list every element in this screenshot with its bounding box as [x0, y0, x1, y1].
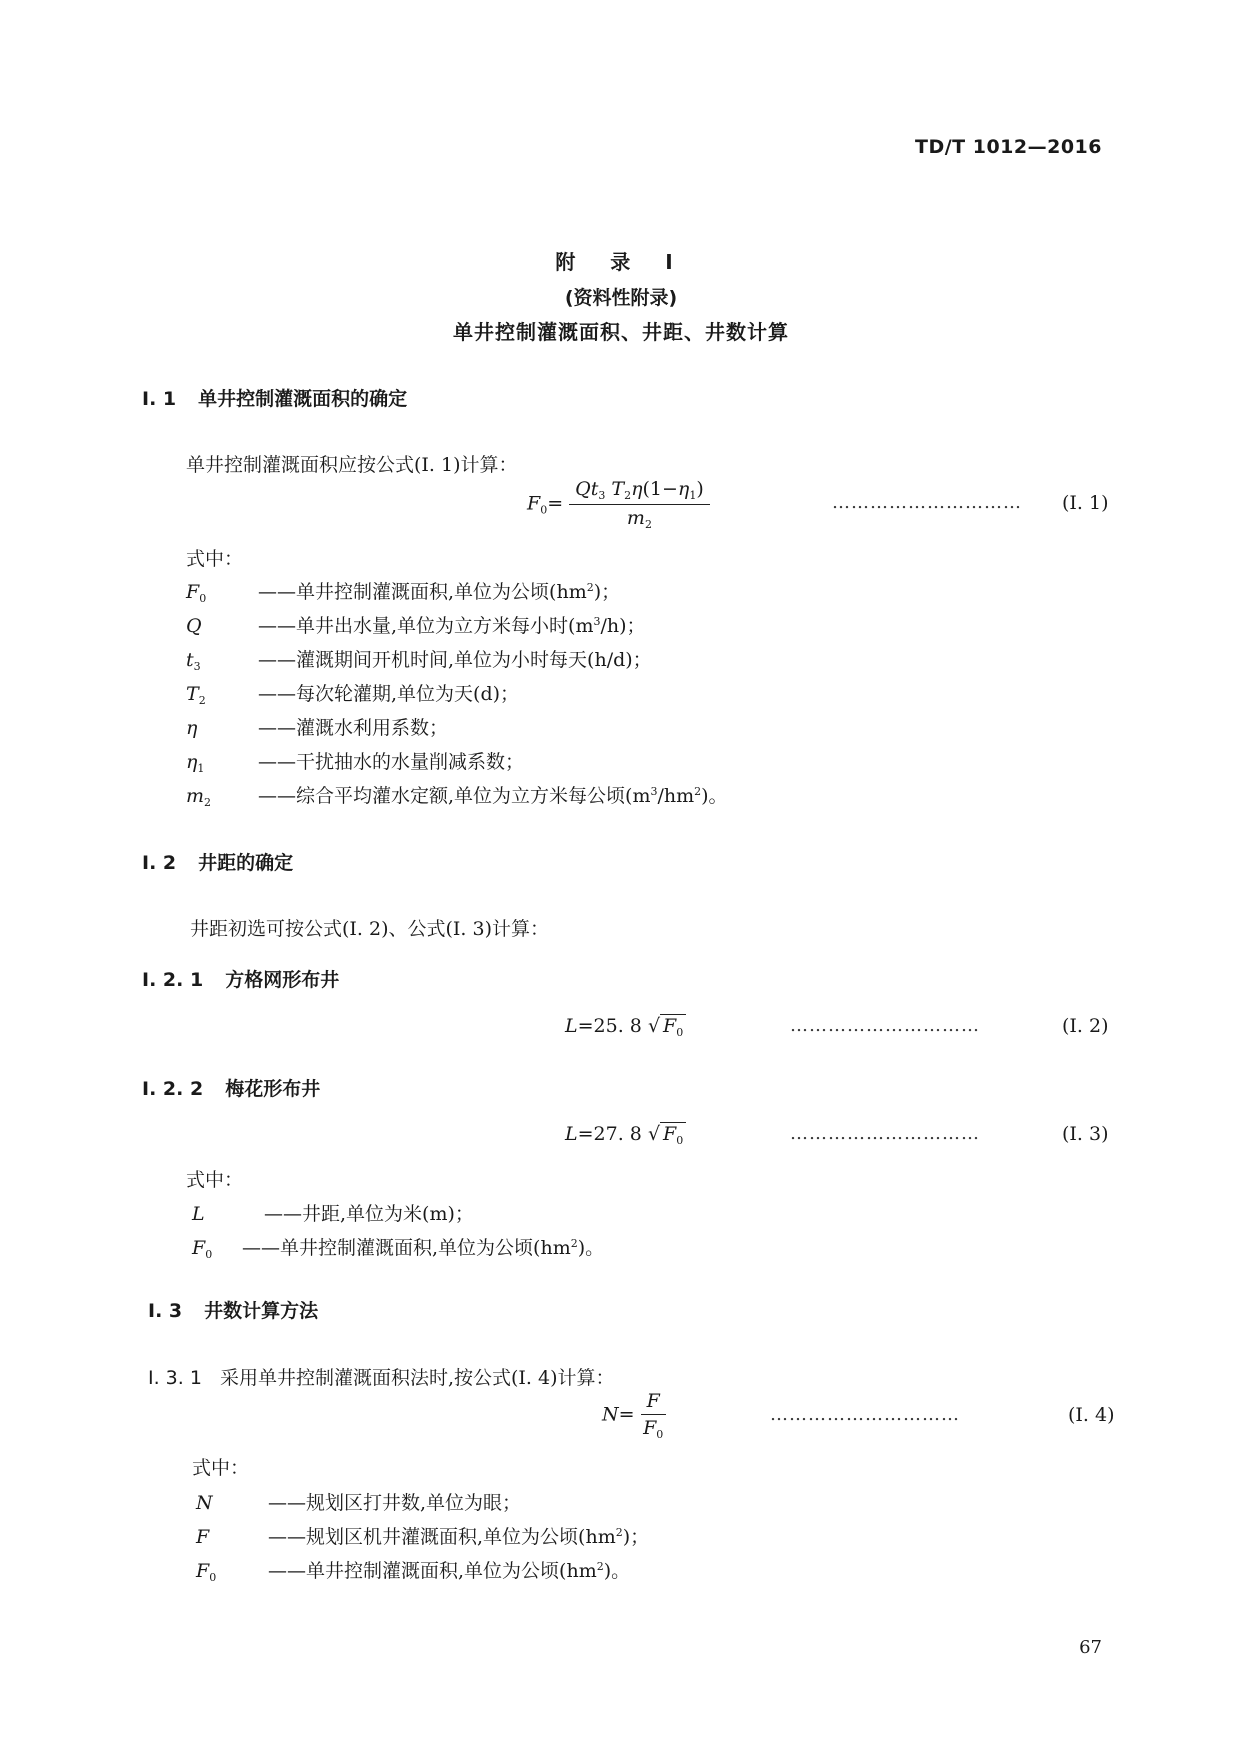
- formula-symbol: N: [196, 1492, 213, 1514]
- superscript: 2: [596, 1560, 604, 1573]
- formula-coefficient: =25. 8: [577, 1015, 642, 1037]
- formula-i1: [527, 478, 710, 531]
- definition-text: )；: [593, 581, 621, 603]
- section-number: I. 1: [142, 388, 177, 410]
- definition-text: )。: [701, 785, 728, 807]
- formula-symbol: t: [186, 649, 194, 671]
- definition-item: [192, 1233, 604, 1261]
- definition-text: ——灌溉期间开机时间,单位为小时每天(h/d)；: [258, 649, 652, 671]
- definition-item: [186, 713, 448, 740]
- fraction-denominator: [569, 505, 710, 531]
- definition-text: ——干扰抽水的水量削减系数；: [258, 751, 525, 773]
- definition-text: /h)；: [600, 615, 646, 637]
- formula-subscript: 3: [193, 660, 201, 673]
- fraction-numerator: [641, 1390, 666, 1415]
- formula-symbol: m: [626, 507, 645, 529]
- formula-symbol: η: [631, 478, 643, 500]
- formula-subscript: 2: [198, 694, 206, 707]
- where-label: 式中：: [186, 548, 244, 570]
- appendix-type: (资料性附录): [564, 287, 678, 309]
- formula-i2: [565, 1015, 686, 1039]
- formula-symbol: L: [192, 1203, 205, 1225]
- appendix-title: 附 录 I: [555, 250, 687, 274]
- definition-item: [186, 747, 524, 775]
- equation-number: (I. 1): [1062, 492, 1109, 514]
- equation-number: (I. 4): [1068, 1404, 1115, 1426]
- definition-item: [186, 611, 646, 638]
- equation-number: (I. 2): [1062, 1015, 1109, 1037]
- definition-item: [196, 1488, 521, 1515]
- formula-i4: [602, 1390, 666, 1441]
- formula-subscript: 0: [209, 1571, 217, 1584]
- formula-symbol: F: [663, 1123, 677, 1145]
- definition-text: ——井距,单位为米(m)；: [264, 1203, 474, 1225]
- formula-operator: ): [696, 478, 704, 500]
- section-title: 井距的确定: [198, 852, 294, 874]
- section-heading-i1: [142, 384, 407, 411]
- definition-text: )；: [622, 1526, 650, 1548]
- subsection-heading-i31: [148, 1363, 615, 1390]
- formula-subscript: 2: [624, 489, 632, 502]
- leader-dots: …………………………: [770, 1404, 960, 1425]
- definition-text: ——单井出水量,单位为立方米每小时(m: [258, 615, 594, 637]
- paragraph: 单井控制灌溉面积应按公式(I. 1)计算：: [186, 454, 518, 476]
- subsection-heading-i21: [142, 965, 339, 992]
- definition-text: ——单井控制灌溉面积,单位为公顷(hm: [242, 1237, 571, 1259]
- formula-symbol: F: [527, 492, 541, 515]
- definition-text: ——灌溉水利用系数；: [258, 717, 449, 739]
- formula-symbol: F: [646, 1390, 660, 1412]
- section-title: 单井控制灌溉面积的确定: [198, 388, 408, 410]
- formula-subscript: 2: [644, 518, 652, 531]
- definition-text: ——单井控制灌溉面积,单位为公顷(hm: [258, 581, 587, 603]
- formula-symbol: η: [186, 717, 198, 739]
- superscript: 2: [586, 581, 594, 594]
- formula-operator: =: [618, 1403, 635, 1426]
- superscript: 2: [694, 785, 702, 798]
- formula-symbol: F: [663, 1015, 677, 1037]
- leader-dots: …………………………: [832, 492, 1022, 513]
- definition-text: /hm: [657, 785, 695, 807]
- formula-subscript: 1: [197, 762, 205, 775]
- formula-i3: [565, 1123, 686, 1147]
- superscript: 3: [650, 785, 658, 798]
- formula-subscript: 1: [689, 489, 697, 502]
- square-root: √ $F_0$: [648, 1015, 686, 1039]
- square-root: √ $F_0$: [648, 1123, 686, 1147]
- formula-subscript: 0: [676, 1134, 684, 1147]
- definition-text: ——每次轮灌期,单位为天(d)；: [258, 683, 520, 705]
- fraction-numerator: [569, 478, 710, 505]
- section-title: 方格网形布井: [225, 969, 340, 991]
- formula-symbol: L: [565, 1123, 578, 1145]
- formula-symbol: F: [196, 1526, 210, 1548]
- formula-symbol: F: [196, 1560, 210, 1582]
- section-number: I. 2. 2: [142, 1078, 204, 1100]
- definition-text: )。: [603, 1560, 631, 1582]
- formula-symbol: F: [643, 1417, 657, 1439]
- definition-item: [186, 577, 620, 605]
- formula-subscript: 2: [204, 796, 212, 809]
- page-number: 67: [1079, 1637, 1102, 1658]
- definition-item: [186, 781, 728, 809]
- formula-symbol: T: [186, 683, 199, 705]
- formula-symbol: F: [192, 1237, 206, 1259]
- section-title: 采用单井控制灌溉面积法时,按公式(I. 4)计算：: [219, 1367, 615, 1389]
- superscript: 2: [570, 1237, 578, 1250]
- subsection-heading-i22: [142, 1074, 320, 1101]
- section-title: 梅花形布井: [225, 1078, 321, 1100]
- formula-symbol: F: [186, 581, 200, 603]
- section-heading-i3: [148, 1296, 318, 1323]
- definition-text: ——综合平均灌水定额,单位为立方米每公顷(m: [258, 785, 651, 807]
- appendix-name: 单井控制灌溉面积、井距、井数计算: [453, 320, 789, 344]
- fraction: [569, 478, 710, 531]
- fraction: [641, 1390, 666, 1441]
- formula-operator: (1−: [642, 478, 678, 500]
- formula-symbol: T: [611, 478, 625, 500]
- formula-subscript: 0: [199, 592, 207, 605]
- formula-symbol: m: [186, 785, 205, 807]
- definition-item: [192, 1199, 474, 1226]
- section-heading-i2: [142, 848, 293, 875]
- section-number: I. 2. 1: [142, 969, 204, 991]
- formula-subscript: 3: [598, 489, 606, 502]
- definition-text: ——规划区机井灌溉面积,单位为公顷(hm: [268, 1526, 616, 1548]
- formula-symbol: L: [565, 1015, 578, 1037]
- definition-item: [186, 645, 652, 673]
- definition-text: ——规划区打井数,单位为眼；: [268, 1492, 522, 1514]
- formula-subscript: 0: [676, 1026, 684, 1039]
- formula-subscript: 0: [540, 503, 548, 517]
- paragraph: 井距初选可按公式(I. 2)、公式(I. 3)计算：: [190, 918, 549, 940]
- definition-item: [196, 1522, 649, 1549]
- formula-symbol: η: [677, 478, 690, 500]
- section-number: I. 2: [142, 852, 177, 874]
- equation-number: (I. 3): [1062, 1123, 1109, 1145]
- section-number: I. 3. 1: [148, 1367, 202, 1389]
- definition-item: [186, 679, 519, 707]
- standard-code: TD/T 1012—2016: [914, 136, 1102, 158]
- section-title: 井数计算方法: [204, 1300, 319, 1322]
- formula-symbol: η: [186, 751, 198, 773]
- formula-symbol: Q: [575, 478, 591, 500]
- superscript: 3: [593, 615, 601, 628]
- where-label: 式中：: [192, 1457, 250, 1479]
- section-number: I. 3: [148, 1300, 183, 1322]
- formula-symbol: t: [590, 478, 599, 500]
- fraction-denominator: [641, 1415, 666, 1441]
- definition-text: ——单井控制灌溉面积,单位为公顷(hm: [268, 1560, 597, 1582]
- leader-dots: …………………………: [790, 1015, 980, 1036]
- definition-text: )。: [577, 1237, 605, 1259]
- formula-coefficient: =27. 8: [577, 1123, 642, 1145]
- formula-subscript: 0: [205, 1248, 213, 1261]
- formula-symbol: Q: [186, 615, 202, 637]
- superscript: 2: [615, 1526, 623, 1539]
- leader-dots: …………………………: [790, 1123, 980, 1144]
- formula-symbol: N: [602, 1403, 619, 1426]
- definition-item: [196, 1556, 630, 1584]
- formula-operator: =: [547, 492, 564, 515]
- where-label: 式中：: [186, 1169, 244, 1191]
- formula-subscript: 0: [656, 1428, 664, 1441]
